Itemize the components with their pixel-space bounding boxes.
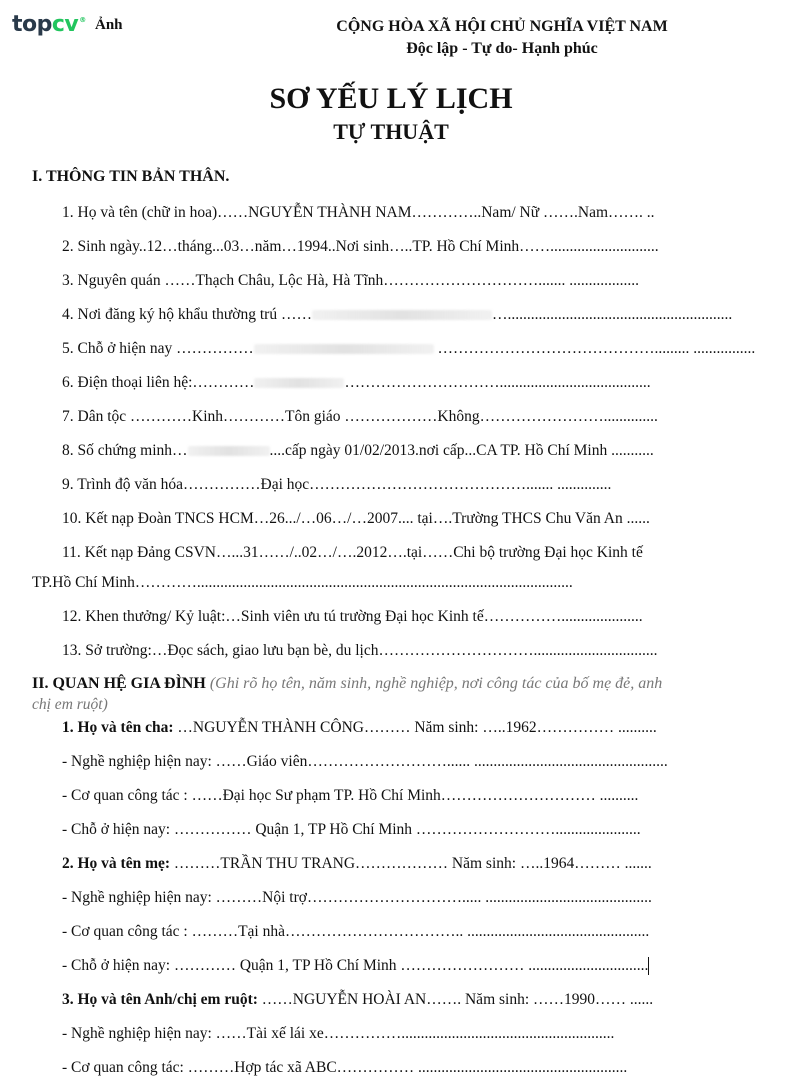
sibling-name-line xyxy=(62,990,653,1010)
field-party-admission: 11. Kết nạp Đảng CSVN…...31……/..02…/….2012….tại……Chi bộ trường Đại học Kinh tế xyxy=(62,544,643,561)
section-heading-family xyxy=(32,675,662,693)
section-heading-personal-info: I. THÔNG TIN BẢN THÂN. xyxy=(32,168,230,185)
nation-name: CỘNG HÒA XÃ HỘI CHỦ NGHĨA VIỆT NAM xyxy=(336,18,668,35)
topcv-logo xyxy=(12,14,86,36)
field-dots: ……………………………………......... ................ xyxy=(433,340,756,357)
field-hometown: 3. Nguyên quán ……Thạch Châu, Lộc Hà, Hà Tĩnh…………………………....... .................. xyxy=(62,272,640,289)
mother-label: 2. Họ và tên mẹ: xyxy=(62,855,171,872)
field-label: 5. Chỗ ở hiện nay …………… xyxy=(62,340,254,357)
field-strengths: 13. Sở trường:…Đọc sách, giao lưu bạn bè, du lịch…………………………................................ xyxy=(62,642,658,659)
logo-text-top: top xyxy=(12,12,52,37)
mother-name-value: ………TRẦN THU TRANG……………… Năm sinh: …..1964……… ....... xyxy=(170,855,652,872)
field-id-card xyxy=(62,441,654,461)
mother-workplace: - Cơ quan công tác : ………Tại nhà…………………………….. ............................................... xyxy=(62,923,650,940)
father-name-line xyxy=(62,718,657,738)
field-issue-info: ....cấp ngày 01/02/2013.nơi cấp...CA TP. Hồ Chí Minh ........... xyxy=(269,442,654,459)
field-dots: ….......................................................... xyxy=(491,306,733,323)
field-label: 8. Số chứng minh… xyxy=(62,442,188,459)
field-party-admission-cont: TP.Hồ Chí Minh…………................................................................................................. xyxy=(32,574,573,591)
field-youth-union: 10. Kết nạp Đoàn TNCS HCM…26.../…06…/…2007.... tại….Trường THCS Chu Văn An ...... xyxy=(62,510,650,527)
field-label: 6. Điện thoại liên hệ:………… xyxy=(62,374,255,391)
redacted-value xyxy=(254,378,344,388)
father-label: 1. Họ và tên cha: xyxy=(62,719,174,736)
sibling-name-value: ……NGUYỄN HOÀI AN……. Năm sinh: ……1990…… ...... xyxy=(257,991,654,1008)
section-note: (Ghi rõ họ tên, năm sinh, nghề nghiệp, nơi công tác của bố mẹ đẻ, anh xyxy=(209,675,663,692)
field-ethnicity-religion: 7. Dân tộc …………Kinh…………Tôn giáo ………………Không…………………….............. xyxy=(62,408,658,425)
registered-mark-icon: ® xyxy=(79,16,86,24)
photo-label: Ảnh xyxy=(95,17,123,33)
mother-job: - Nghề nghiệp hiện nay: ………Nội trợ…………………………..... ........................................... xyxy=(62,889,652,906)
sibling-job: - Nghề nghiệp hiện nay: ……Tài xế lái xe……………....................................................... xyxy=(62,1025,615,1042)
father-workplace: - Cơ quan công tác : ……Đại học Sư phạm TP. Hồ Chí Minh………………………… .......... xyxy=(62,787,639,804)
section-note-cont: chị em ruột) xyxy=(32,696,108,713)
sibling-label: 3. Họ và tên Anh/chị em ruột: xyxy=(62,991,258,1008)
logo-text-cv: cv xyxy=(51,12,79,37)
field-phone xyxy=(62,373,651,393)
redacted-value xyxy=(312,310,492,320)
father-job: - Nghề nghiệp hiện nay: ……Giáo viên………………………...... .................................................. xyxy=(62,753,668,770)
field-rewards-discipline: 12. Khen thưởng/ Kỷ luật:…Sinh viên ưu tú trường Đại học Kinh tế……………..................... xyxy=(62,608,643,625)
section-title: II. QUAN HỆ GIA ĐÌNH xyxy=(32,675,206,692)
sibling-workplace: - Cơ quan công tác: ………Hợp tác xã ABC…………… ...................................................... xyxy=(62,1059,628,1076)
redacted-value xyxy=(254,344,434,354)
national-header xyxy=(316,16,688,60)
field-full-name: 1. Họ và tên (chữ in hoa)……NGUYỄN THÀNH NAM…………..Nam/ Nữ …….Nam……. .. xyxy=(62,204,655,221)
father-residence: - Chỗ ở hiện nay: …………… Quận 1, TP Hồ Chí Minh ………………………...................... xyxy=(62,821,641,838)
national-motto: Độc lập - Tự do- Hạnh phúc xyxy=(406,40,598,57)
mother-residence-text: - Chỗ ở hiện nay: ………… Quận 1, TP Hồ Chí Minh …………………… ............................... xyxy=(62,957,649,974)
field-permanent-address xyxy=(62,305,732,325)
father-name-value: …NGUYỄN THÀNH CÔNG……… Năm sinh: …..1962…………… .......... xyxy=(173,719,657,736)
redacted-value xyxy=(188,446,270,456)
field-current-address xyxy=(62,339,755,359)
field-birth-info: 2. Sinh ngày..12…tháng...03…năm…1994..Nơi sinh…..TP. Hồ Chí Minh……............................ xyxy=(62,238,659,255)
document-subtitle: TỰ THUẬT xyxy=(333,119,449,144)
document-title: SƠ YẾU LÝ LỊCH xyxy=(269,82,513,115)
mother-name-line xyxy=(62,854,652,874)
field-dots: …………………………....................................... xyxy=(344,374,651,391)
field-education: 9. Trình độ văn hóa……………Đại học……………………………………....... .............. xyxy=(62,476,612,493)
mother-residence xyxy=(62,956,649,976)
text-cursor xyxy=(648,957,649,975)
field-label: 4. Nơi đăng ký hộ khẩu thường trú …… xyxy=(62,306,312,323)
